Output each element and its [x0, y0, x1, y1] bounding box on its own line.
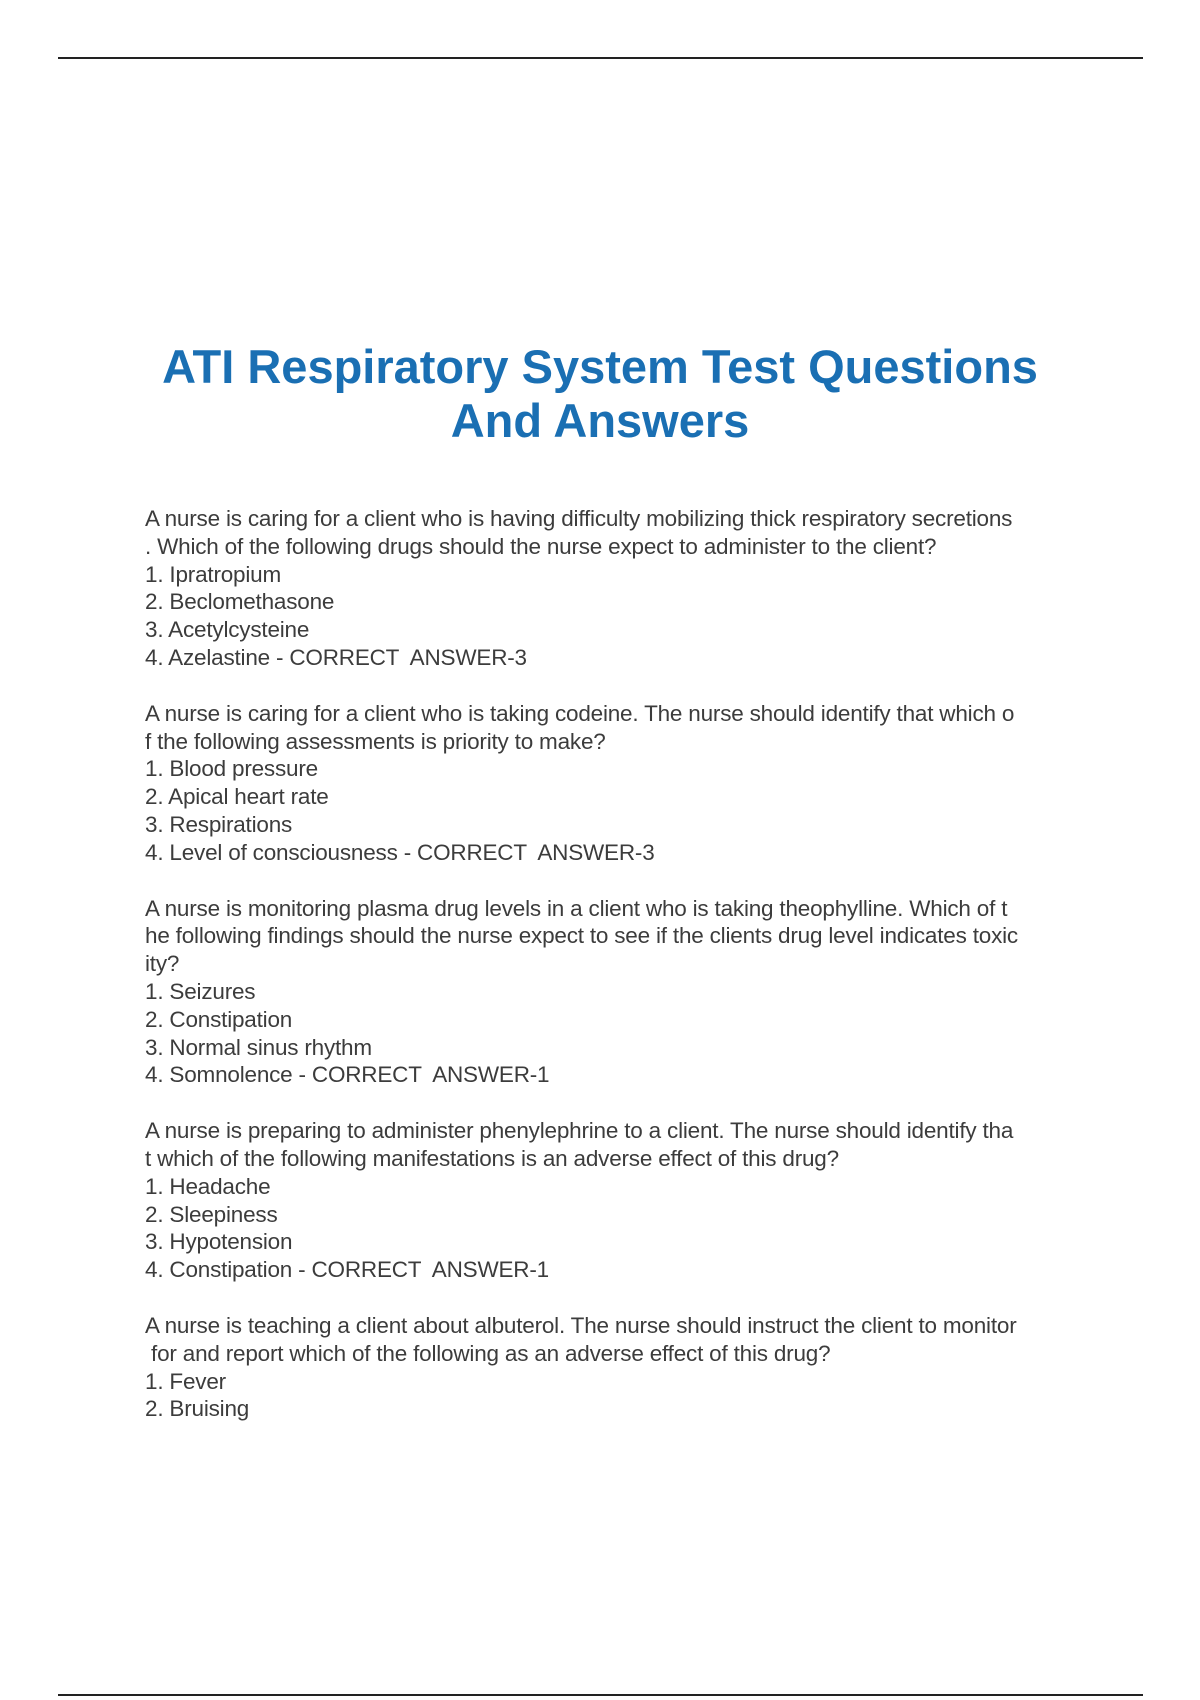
- answer-option-with-correct: 4. Level of consciousness - CORRECT ANSWER-3: [145, 839, 655, 865]
- document-title: [60, 340, 1140, 448]
- question-4: [145, 1117, 1095, 1284]
- question-text: t which of the following manifestations is an adverse effect of this drug?: [145, 1145, 839, 1171]
- title-line-2: And Answers: [450, 394, 750, 447]
- question-text: A nurse is teaching a client about albuterol. The nurse should instruct the client to monitor: [145, 1312, 1017, 1338]
- question-text: he following findings should the nurse expect to see if the clients drug level indicates toxic: [145, 923, 1018, 949]
- top-rule: [58, 57, 1143, 59]
- answer-option: 1. Blood pressure: [145, 756, 318, 782]
- question-text: f the following assessments is priority to make?: [145, 728, 606, 754]
- answer-option: 1. Seizures: [145, 978, 256, 1004]
- question-text: for and report which of the following as an adverse effect of this drug?: [145, 1340, 831, 1366]
- answer-option: 1. Headache: [145, 1173, 271, 1199]
- answer-option: 2. Beclomethasone: [145, 589, 335, 615]
- answer-option: 3. Hypotension: [145, 1229, 293, 1255]
- question-5: [145, 1312, 1095, 1423]
- question-text: A nurse is monitoring plasma drug levels in a client who is taking theophylline. Which of t: [145, 895, 1008, 921]
- answer-option: 2. Constipation: [145, 1006, 293, 1032]
- question-text: ity?: [145, 951, 180, 977]
- questions-list: [145, 505, 1095, 1451]
- title-line-1: ATI Respiratory System Test Questions: [162, 340, 1038, 393]
- answer-option: 2. Sleepiness: [145, 1201, 278, 1227]
- answer-option: 1. Ipratropium: [145, 561, 282, 587]
- answer-option: 2. Bruising: [145, 1396, 250, 1422]
- answer-option: 2. Apical heart rate: [145, 784, 329, 810]
- answer-option-with-correct: 4. Azelastine - CORRECT ANSWER-3: [145, 644, 527, 670]
- question-text: . Which of the following drugs should the nurse expect to administer to the client?: [145, 533, 937, 559]
- answer-option: 1. Fever: [145, 1368, 226, 1394]
- answer-option-with-correct: 4. Constipation - CORRECT ANSWER-1: [145, 1257, 549, 1283]
- answer-option: 3. Acetylcysteine: [145, 617, 310, 643]
- question-text: A nurse is preparing to administer phenylephrine to a client. The nurse should identify tha: [145, 1118, 1014, 1144]
- bottom-rule: [58, 1694, 1143, 1696]
- answer-option: 3. Respirations: [145, 811, 293, 837]
- answer-option: 3. Normal sinus rhythm: [145, 1034, 372, 1060]
- question-text: A nurse is caring for a client who is taking codeine. The nurse should identify that which o: [145, 700, 1015, 726]
- question-3: [145, 895, 1095, 1090]
- question-text: A nurse is caring for a client who is having difficulty mobilizing thick respiratory secretions: [145, 506, 1013, 531]
- question-1: [145, 505, 1095, 672]
- answer-option-with-correct: 4. Somnolence - CORRECT ANSWER-1: [145, 1062, 550, 1088]
- question-2: [145, 700, 1095, 867]
